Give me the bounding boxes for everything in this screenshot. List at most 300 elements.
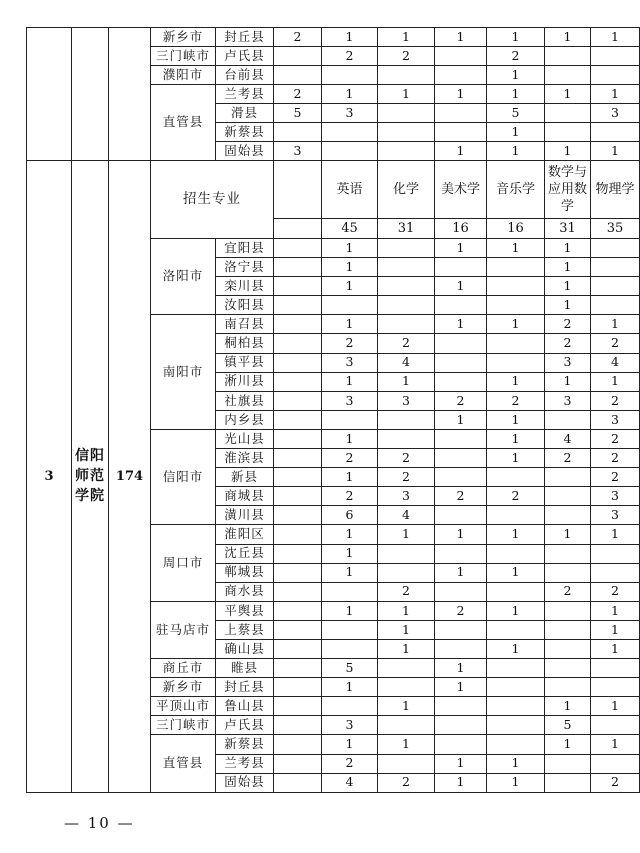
value-cell: 1	[435, 659, 487, 678]
subject-header: 数学与应用数学	[545, 161, 591, 219]
value-cell	[378, 429, 435, 448]
value-cell-blank	[274, 487, 322, 506]
value-cell-blank	[274, 468, 322, 487]
value-cell: 3	[378, 487, 435, 506]
value-cell	[487, 506, 545, 525]
value-cell	[545, 47, 591, 66]
value-cell: 3	[378, 391, 435, 410]
value-cell: 1	[545, 296, 591, 315]
value-cell	[322, 296, 378, 315]
value-cell-blank	[274, 773, 322, 792]
value-cell: 1	[591, 28, 640, 47]
value-cell: 2	[591, 468, 640, 487]
value-cell: 1	[545, 258, 591, 277]
subject-total: 31	[545, 219, 591, 239]
value-cell-blank	[274, 639, 322, 658]
value-cell: 1	[487, 449, 545, 468]
value-cell: 3	[591, 487, 640, 506]
value-cell	[378, 716, 435, 735]
city-cell: 信阳市	[151, 429, 216, 524]
value-cell	[487, 353, 545, 372]
value-cell: 3	[322, 391, 378, 410]
institution-cell-empty	[72, 28, 109, 161]
value-cell: 2	[322, 47, 378, 66]
value-cell: 2	[591, 334, 640, 353]
value-cell: 1	[487, 123, 545, 142]
value-cell: 1	[378, 372, 435, 391]
value-cell: 1	[487, 773, 545, 792]
county-cell: 卢氏县	[216, 716, 274, 735]
value-cell	[591, 544, 640, 563]
value-cell	[274, 123, 322, 142]
value-cell-blank	[274, 735, 322, 754]
value-cell: 1	[322, 544, 378, 563]
value-cell	[487, 258, 545, 277]
subject-header: 物理学	[591, 161, 640, 219]
value-cell	[487, 697, 545, 716]
value-cell: 1	[435, 315, 487, 334]
value-cell: 1	[378, 601, 435, 620]
value-cell: 1	[322, 601, 378, 620]
county-cell: 新县	[216, 468, 274, 487]
value-cell: 2	[435, 601, 487, 620]
value-cell: 1	[322, 28, 378, 47]
value-cell: 1	[545, 85, 591, 104]
value-cell	[435, 544, 487, 563]
total-cell-empty	[109, 28, 151, 161]
value-cell: 2	[591, 582, 640, 601]
value-cell	[545, 487, 591, 506]
value-cell: 1	[545, 697, 591, 716]
city-cell: 濮阳市	[151, 66, 216, 85]
county-cell: 郸城县	[216, 563, 274, 582]
value-cell-blank	[274, 601, 322, 620]
county-cell: 淅川县	[216, 372, 274, 391]
county-cell: 卢氏县	[216, 47, 274, 66]
value-cell	[378, 544, 435, 563]
county-cell: 兰考县	[216, 85, 274, 104]
major-header-label: 招生专业	[151, 161, 274, 239]
value-cell-blank	[274, 391, 322, 410]
value-cell: 1	[322, 315, 378, 334]
value-cell	[487, 277, 545, 296]
value-cell: 2	[378, 582, 435, 601]
value-cell: 2	[545, 449, 591, 468]
value-cell: 1	[487, 239, 545, 258]
county-cell: 新蔡县	[216, 735, 274, 754]
institution-total: 174	[109, 161, 151, 793]
subject-header: 化学	[378, 161, 435, 219]
value-cell	[435, 468, 487, 487]
county-cell: 内乡县	[216, 410, 274, 429]
value-cell: 1	[591, 620, 640, 639]
county-cell: 封丘县	[216, 678, 274, 697]
value-cell: 2	[378, 334, 435, 353]
value-cell	[435, 372, 487, 391]
value-cell	[378, 315, 435, 334]
city-cell: 驻马店市	[151, 601, 216, 658]
value-cell: 1	[545, 142, 591, 161]
value-cell	[591, 258, 640, 277]
value-cell: 2	[274, 28, 322, 47]
value-cell: 2	[322, 487, 378, 506]
value-cell	[545, 123, 591, 142]
value-cell	[487, 716, 545, 735]
value-cell: 5	[274, 104, 322, 123]
value-cell: 1	[487, 315, 545, 334]
value-cell	[378, 296, 435, 315]
value-cell	[378, 66, 435, 85]
value-cell	[274, 66, 322, 85]
county-cell: 社旗县	[216, 391, 274, 410]
value-cell: 1	[378, 525, 435, 544]
value-cell: 1	[591, 639, 640, 658]
table-row	[27, 28, 640, 47]
county-cell: 新蔡县	[216, 123, 274, 142]
value-cell	[435, 506, 487, 525]
value-cell: 1	[487, 563, 545, 582]
value-cell: 1	[378, 28, 435, 47]
value-cell: 3	[545, 391, 591, 410]
value-cell: 1	[487, 429, 545, 448]
value-cell: 1	[487, 410, 545, 429]
value-cell: 2	[545, 334, 591, 353]
value-cell	[322, 697, 378, 716]
value-cell: 3	[322, 104, 378, 123]
value-cell	[322, 582, 378, 601]
county-cell: 淮滨县	[216, 449, 274, 468]
value-cell	[435, 735, 487, 754]
subject-total: 31	[378, 219, 435, 239]
value-cell: 2	[435, 391, 487, 410]
value-cell	[435, 123, 487, 142]
value-cell	[545, 544, 591, 563]
value-cell: 1	[435, 754, 487, 773]
value-cell	[487, 659, 545, 678]
value-cell: 1	[322, 525, 378, 544]
value-cell: 1	[378, 85, 435, 104]
county-cell: 光山县	[216, 429, 274, 448]
value-cell: 4	[322, 773, 378, 792]
value-cell-blank	[274, 544, 322, 563]
city-cell: 新乡市	[151, 678, 216, 697]
value-cell	[435, 47, 487, 66]
value-cell	[435, 716, 487, 735]
county-cell: 滑县	[216, 104, 274, 123]
value-cell: 2	[435, 487, 487, 506]
value-cell: 1	[378, 620, 435, 639]
value-cell	[322, 410, 378, 429]
value-cell	[591, 123, 640, 142]
value-cell: 1	[545, 277, 591, 296]
value-cell	[378, 258, 435, 277]
value-cell-blank	[274, 754, 322, 773]
value-cell	[545, 639, 591, 658]
value-cell	[591, 47, 640, 66]
county-cell: 汝阳县	[216, 296, 274, 315]
value-cell	[545, 506, 591, 525]
value-cell: 1	[545, 239, 591, 258]
value-cell: 3	[545, 353, 591, 372]
value-cell	[322, 620, 378, 639]
value-cell: 1	[487, 601, 545, 620]
county-cell: 镇平县	[216, 353, 274, 372]
value-cell: 1	[591, 372, 640, 391]
value-cell: 1	[435, 28, 487, 47]
value-cell	[487, 678, 545, 697]
city-cell: 商丘市	[151, 659, 216, 678]
county-cell: 沈丘县	[216, 544, 274, 563]
value-cell: 1	[322, 468, 378, 487]
value-cell	[435, 334, 487, 353]
value-cell: 1	[435, 277, 487, 296]
value-cell: 2	[487, 391, 545, 410]
value-cell: 2	[322, 754, 378, 773]
value-cell: 5	[322, 659, 378, 678]
value-cell-blank	[274, 353, 322, 372]
value-cell-blank	[274, 620, 322, 639]
value-cell: 1	[487, 525, 545, 544]
value-cell	[435, 620, 487, 639]
value-cell	[545, 468, 591, 487]
value-cell	[545, 773, 591, 792]
city-cell: 南阳市	[151, 315, 216, 430]
index-cell-empty	[27, 28, 72, 161]
value-cell: 1	[591, 315, 640, 334]
value-cell: 1	[322, 239, 378, 258]
value-cell: 2	[591, 391, 640, 410]
value-cell	[435, 697, 487, 716]
county-cell: 桐柏县	[216, 334, 274, 353]
value-cell: 1	[435, 563, 487, 582]
subject-total: 16	[487, 219, 545, 239]
value-cell: 1	[435, 142, 487, 161]
value-cell	[545, 104, 591, 123]
value-cell	[591, 754, 640, 773]
institution-name: 信阳师范学院	[72, 161, 109, 793]
value-cell	[378, 104, 435, 123]
county-cell: 固始县	[216, 142, 274, 161]
value-cell	[322, 142, 378, 161]
value-cell-blank	[274, 659, 322, 678]
value-cell-blank	[274, 429, 322, 448]
value-cell	[545, 66, 591, 85]
value-cell	[487, 468, 545, 487]
county-cell: 确山县	[216, 639, 274, 658]
value-cell: 1	[545, 735, 591, 754]
value-cell	[487, 296, 545, 315]
value-cell-blank	[274, 563, 322, 582]
value-cell-blank	[274, 239, 322, 258]
value-cell	[322, 123, 378, 142]
value-cell	[545, 563, 591, 582]
value-cell	[378, 678, 435, 697]
subject-header: 英语	[322, 161, 378, 219]
value-cell	[545, 410, 591, 429]
value-cell-blank	[274, 277, 322, 296]
county-cell: 台前县	[216, 66, 274, 85]
value-cell: 4	[591, 353, 640, 372]
value-cell: 1	[435, 773, 487, 792]
city-cell: 洛阳市	[151, 239, 216, 315]
value-cell	[545, 601, 591, 620]
value-cell: 1	[487, 85, 545, 104]
value-cell	[545, 754, 591, 773]
value-cell: 1	[322, 563, 378, 582]
value-cell	[435, 449, 487, 468]
value-cell	[545, 620, 591, 639]
value-cell	[591, 563, 640, 582]
value-cell: 1	[435, 678, 487, 697]
value-cell	[322, 639, 378, 658]
value-cell	[591, 66, 640, 85]
county-cell: 商城县	[216, 487, 274, 506]
county-cell: 封丘县	[216, 28, 274, 47]
value-cell: 4	[378, 506, 435, 525]
value-cell: 3	[274, 142, 322, 161]
value-cell: 1	[591, 142, 640, 161]
subject-total: 35	[591, 219, 640, 239]
value-cell	[435, 429, 487, 448]
value-cell: 1	[322, 429, 378, 448]
value-cell: 1	[322, 372, 378, 391]
value-cell: 2	[322, 334, 378, 353]
enrollment-table	[26, 27, 640, 793]
county-cell: 栾川县	[216, 277, 274, 296]
value-cell: 1	[435, 525, 487, 544]
value-cell: 1	[378, 639, 435, 658]
value-cell: 2	[591, 773, 640, 792]
value-cell	[322, 66, 378, 85]
value-cell: 2	[378, 773, 435, 792]
subject-total: 45	[322, 219, 378, 239]
value-cell	[378, 563, 435, 582]
value-cell	[487, 582, 545, 601]
value-cell: 1	[322, 277, 378, 296]
county-cell: 淮阳区	[216, 525, 274, 544]
page-number: — 10 —	[64, 814, 135, 832]
value-cell: 4	[545, 429, 591, 448]
city-cell: 三门峡市	[151, 716, 216, 735]
value-cell: 1	[591, 525, 640, 544]
city-cell: 新乡市	[151, 28, 216, 47]
value-cell	[591, 277, 640, 296]
value-cell: 1	[591, 85, 640, 104]
value-cell: 3	[591, 104, 640, 123]
value-cell: 1	[487, 754, 545, 773]
value-cell	[591, 296, 640, 315]
city-cell: 平顶山市	[151, 697, 216, 716]
subject-header: 美术学	[435, 161, 487, 219]
county-cell: 平舆县	[216, 601, 274, 620]
value-cell: 3	[591, 506, 640, 525]
value-cell: 1	[591, 735, 640, 754]
county-cell: 睢县	[216, 659, 274, 678]
city-cell: 直管县	[151, 85, 216, 161]
value-cell	[378, 277, 435, 296]
value-cell: 4	[378, 353, 435, 372]
value-cell: 2	[378, 449, 435, 468]
value-cell: 1	[378, 697, 435, 716]
value-cell: 2	[591, 429, 640, 448]
value-cell-blank	[274, 506, 322, 525]
value-cell	[435, 104, 487, 123]
value-cell: 1	[591, 697, 640, 716]
value-cell	[378, 123, 435, 142]
value-cell-blank	[274, 525, 322, 544]
value-cell-blank	[274, 258, 322, 277]
value-cell	[378, 142, 435, 161]
city-cell: 三门峡市	[151, 47, 216, 66]
value-cell-blank	[274, 697, 322, 716]
value-cell: 1	[487, 639, 545, 658]
value-cell: 6	[322, 506, 378, 525]
value-cell-blank	[274, 582, 322, 601]
value-cell	[274, 47, 322, 66]
value-cell-blank	[274, 716, 322, 735]
county-cell: 鲁山县	[216, 697, 274, 716]
value-cell: 1	[322, 735, 378, 754]
value-cell: 2	[378, 468, 435, 487]
value-cell: 1	[322, 85, 378, 104]
value-cell: 1	[545, 525, 591, 544]
value-cell: 2	[322, 449, 378, 468]
value-cell: 3	[591, 410, 640, 429]
value-cell: 3	[322, 353, 378, 372]
value-cell: 1	[487, 28, 545, 47]
value-cell	[435, 353, 487, 372]
value-cell	[435, 66, 487, 85]
county-cell: 商水县	[216, 582, 274, 601]
institution-index: 3	[27, 161, 72, 793]
subject-header-row	[27, 161, 640, 219]
header-blank-cell	[274, 219, 322, 239]
value-cell: 1	[378, 735, 435, 754]
value-cell: 2	[545, 315, 591, 334]
city-cell: 周口市	[151, 525, 216, 601]
value-cell	[487, 735, 545, 754]
value-cell: 3	[322, 716, 378, 735]
value-cell: 1	[322, 258, 378, 277]
value-cell	[591, 678, 640, 697]
value-cell: 2	[487, 47, 545, 66]
header-blank-cell	[274, 161, 322, 219]
value-cell	[378, 239, 435, 258]
value-cell: 1	[591, 601, 640, 620]
value-cell: 1	[435, 239, 487, 258]
county-cell: 固始县	[216, 773, 274, 792]
value-cell: 2	[487, 487, 545, 506]
value-cell	[545, 659, 591, 678]
subject-header: 音乐学	[487, 161, 545, 219]
value-cell: 1	[435, 85, 487, 104]
value-cell: 5	[487, 104, 545, 123]
value-cell	[487, 334, 545, 353]
county-cell: 上蔡县	[216, 620, 274, 639]
value-cell: 1	[545, 28, 591, 47]
value-cell: 1	[322, 678, 378, 697]
value-cell	[435, 582, 487, 601]
value-cell: 2	[378, 47, 435, 66]
value-cell: 2	[591, 449, 640, 468]
value-cell-blank	[274, 296, 322, 315]
value-cell: 2	[545, 582, 591, 601]
subject-total: 16	[435, 219, 487, 239]
city-cell: 直管县	[151, 735, 216, 792]
value-cell	[545, 678, 591, 697]
county-cell: 潢川县	[216, 506, 274, 525]
value-cell	[591, 716, 640, 735]
